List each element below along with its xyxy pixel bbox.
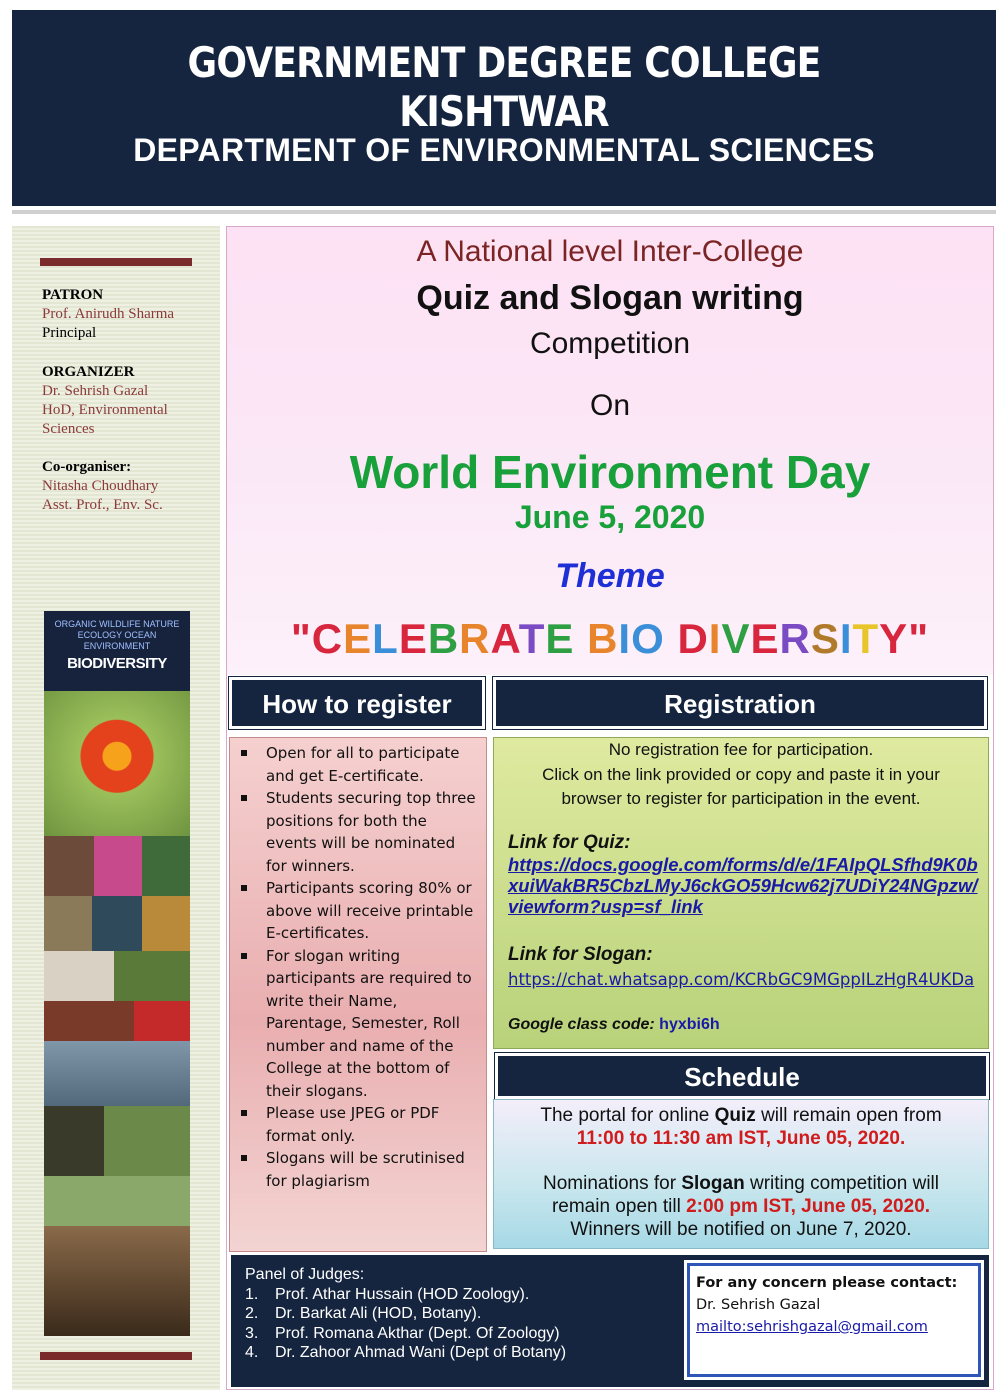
how-to-register-item: Students securing top three positions for both the events will be nominated for winners. <box>238 787 478 877</box>
theme-letter: V <box>721 615 751 662</box>
schedule-box <box>493 1099 989 1249</box>
coorganiser-role: Co-organiser: <box>42 459 132 475</box>
photo-tile <box>142 896 190 951</box>
coorganiser-block <box>42 458 214 515</box>
judges-heading: Panel of Judges: <box>245 1266 365 1283</box>
how-to-register-box <box>229 737 487 1252</box>
contact-heading: For any concern please contact: <box>696 1275 958 1291</box>
theme-letter: D <box>677 615 709 662</box>
organizer-name: Dr. Sehrish Gazal <box>42 383 149 399</box>
judge-item <box>245 1343 566 1363</box>
photo-tile <box>114 951 190 1001</box>
google-class-code <box>508 1016 720 1034</box>
quiz-time: 11:00 to 11:30 am IST, June 05, 2020. <box>576 1128 906 1149</box>
event-title: World Environment Day <box>349 446 871 498</box>
judge-name: Prof. Athar Hussain (HOD Zoology). <box>275 1285 530 1303</box>
judge-name: Dr. Zahoor Ahmad Wani (Dept of Botany) <box>275 1344 567 1361</box>
photo-tile <box>44 1226 190 1336</box>
patron-name: Prof. Anirudh Sharma <box>42 306 175 322</box>
judges-list <box>245 1285 566 1363</box>
photo-tile <box>92 896 142 951</box>
judge-name: Prof. Romana Akthar (Dept. Of Zoology) <box>275 1324 560 1342</box>
registration-intro <box>494 738 988 812</box>
theme-letter: T <box>518 615 546 662</box>
how-to-register-item: Open for all to participate and get E-certificate. <box>238 742 478 787</box>
sidebar-top-rule <box>40 258 192 266</box>
theme-letter: L <box>372 615 399 662</box>
contact-email-link[interactable]: mailto:sehrishgazal@gmail.com <box>696 1319 928 1335</box>
patron-role: PATRON <box>42 287 104 303</box>
how-to-register-item: Participants scoring 80% or above will receive printable E-certificates. <box>238 877 478 945</box>
theme-letter: B <box>587 615 619 662</box>
slogan-word: Slogan <box>681 1173 745 1194</box>
photo-tile <box>44 896 92 951</box>
schedule-heading: Schedule <box>495 1053 989 1099</box>
winners-note: Winners will be notified on June 7, 2020. <box>570 1219 912 1240</box>
slogan-schedule <box>494 1150 988 1241</box>
patron-title: Principal <box>42 325 97 341</box>
theme-letter: O <box>631 615 665 662</box>
theme-letter: S <box>810 615 840 662</box>
judge-item <box>245 1285 566 1305</box>
registration-instructions: Click on the link provided or copy and paste it in your browser to register for participation in the event. <box>542 764 940 808</box>
quiz-link[interactable]: https://docs.google.com/forms/d/e/1FAIpQLSfhd9K0bxuiWakBR5CbzLMyJ6ckGO59Hcw62j7UDiY24NGpzw/viewform?usp=sf_link <box>508 854 978 917</box>
theme-letter: E <box>750 615 780 662</box>
quiz-schedule <box>494 1100 988 1150</box>
word-cloud-small-text: ORGANIC WILDLIFE NATURE ECOLOGY OCEAN ENVIRONMENT <box>54 619 180 651</box>
how-to-register-item: Please use JPEG or PDF format only. <box>238 1102 478 1147</box>
organizer-role: ORGANIZER <box>42 364 135 380</box>
theme-letter: B <box>427 615 460 662</box>
class-code-value: hyxbi6h <box>659 1016 720 1033</box>
contact-box <box>687 1263 981 1377</box>
biodiversity-collage-image <box>44 611 190 1336</box>
quiz-link-label: Link for Quiz: <box>508 832 631 853</box>
judge-item <box>245 1304 566 1324</box>
department-name: DEPARTMENT OF ENVIRONMENTAL SCIENCES <box>133 132 875 168</box>
photo-tile <box>94 836 142 896</box>
theme-label: Theme <box>555 557 665 595</box>
patron-block <box>42 286 214 343</box>
how-to-register-item: Slogans will be scrutinised for plagiarism <box>238 1147 478 1192</box>
quiz-schedule-text: The portal for online <box>540 1105 710 1126</box>
slogan-link-label: Link for Slogan: <box>508 944 653 965</box>
organizer-title: HoD, Environmental Sciences <box>42 402 168 437</box>
photo-tile <box>44 1001 134 1041</box>
class-code-label: Google class code: <box>508 1016 655 1033</box>
quiz-schedule-text-2: will remain open from <box>761 1105 942 1126</box>
biodiversity-word-cloud <box>44 611 190 691</box>
header-divider <box>12 210 996 214</box>
theme-letter: E <box>343 615 373 662</box>
judges-list-block <box>245 1265 566 1363</box>
how-to-register-list <box>230 738 486 1192</box>
organizer-block <box>42 363 214 439</box>
theme-letter: A <box>490 615 519 662</box>
registration-fee-note: No registration fee for participation. <box>608 740 874 759</box>
event-date: June 5, 2020 <box>514 499 706 535</box>
judge-name: Dr. Barkat Ali (HOD, Botany). <box>275 1305 482 1322</box>
college-name: GOVERNMENT DEGREE COLLEGE KISHTWAR <box>187 38 821 136</box>
judge-item <box>245 1324 566 1344</box>
registration-heading: Registration <box>493 677 987 729</box>
theme-letter: R <box>459 615 491 662</box>
theme-letter: C <box>311 615 344 662</box>
sidebar-bottom-rule <box>40 1352 192 1360</box>
whale-photo <box>44 1041 190 1106</box>
theme-letter: " <box>290 615 312 662</box>
bird-photo <box>104 1106 190 1176</box>
theme-letter: I <box>708 615 722 662</box>
theme-letter <box>574 615 587 662</box>
contact-name: Dr. Sehrish Gazal <box>696 1297 821 1313</box>
event-on: On <box>589 389 631 422</box>
photo-tile <box>44 951 114 1001</box>
photo-tile <box>134 1001 190 1041</box>
judge-number: 4. <box>245 1344 259 1361</box>
registration-box <box>493 737 989 1049</box>
theme-letter: T <box>852 615 880 662</box>
slogan-link[interactable]: https://chat.whatsapp.com/KCRbGC9MGppILzHgR4UKDa <box>508 970 975 989</box>
photo-tile <box>44 1176 190 1226</box>
judge-number: 1. <box>245 1285 259 1303</box>
event-level: A National level Inter-College <box>416 235 804 268</box>
slogan-schedule-text: Nominations for <box>543 1173 677 1194</box>
theme-letter: I <box>618 615 632 662</box>
judge-number: 3. <box>245 1324 259 1342</box>
flower-photo <box>44 691 190 836</box>
coorganiser-name: Nitasha Choudhary <box>42 478 159 494</box>
slogan-time: 2:00 pm IST, June 05, 2020. <box>686 1196 931 1217</box>
event-type: Quiz and Slogan writing <box>416 279 804 317</box>
how-to-register-heading: How to register <box>229 677 485 729</box>
photo-tile <box>44 836 94 896</box>
theme-text <box>227 615 993 663</box>
event-competition: Competition <box>529 327 691 360</box>
word-cloud-main-word: BIODIVERSITY <box>67 655 167 672</box>
how-to-register-item: For slogan writing participants are required to write their Name, Parentage, Semester, Roll number and name of the College at the bottom of their slogans. <box>238 945 478 1103</box>
theme-letter: I <box>839 615 853 662</box>
judge-number: 2. <box>245 1305 259 1322</box>
sidebar <box>12 226 220 1390</box>
judges-panel <box>231 1255 989 1387</box>
poster-main <box>226 226 994 1390</box>
quiz-word: Quiz <box>714 1105 756 1126</box>
event-title-area <box>227 227 993 675</box>
coorganiser-title: Asst. Prof., Env. Sc. <box>42 497 163 513</box>
theme-letter <box>665 615 678 662</box>
college-header <box>12 10 996 206</box>
theme-letter: " <box>908 615 930 662</box>
photo-tile <box>142 836 190 896</box>
theme-letter: E <box>398 615 428 662</box>
photo-tile <box>44 1106 104 1176</box>
slogan-schedule-text-2: writing competition will remain open till <box>551 1173 939 1217</box>
theme-letter: E <box>545 615 575 662</box>
theme-letter: R <box>779 615 811 662</box>
theme-letter: Y <box>879 615 909 662</box>
